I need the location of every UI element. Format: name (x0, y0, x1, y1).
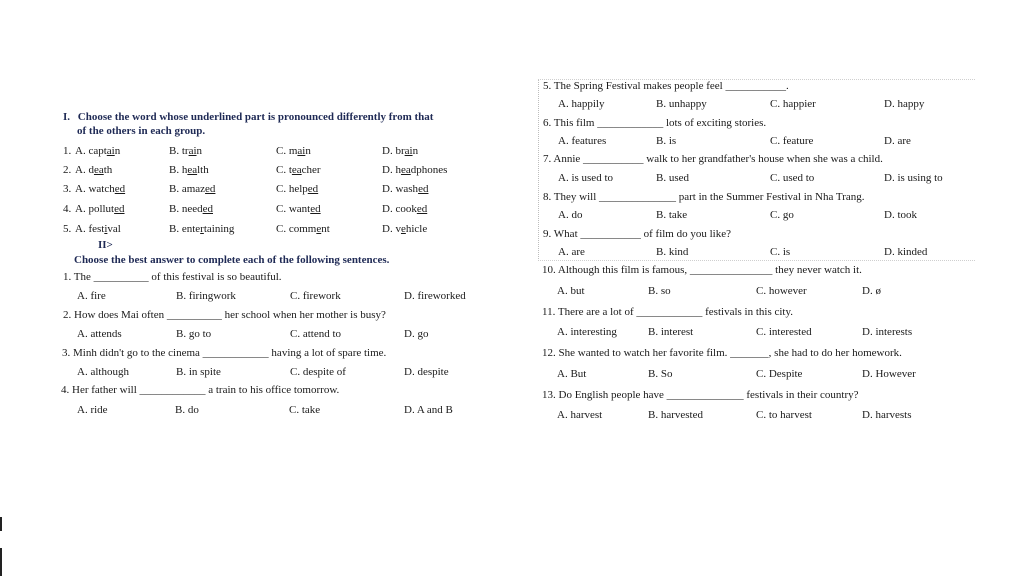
edge-mark-top (0, 517, 2, 531)
answer-option[interactable]: A. fire (77, 290, 106, 302)
answer-option[interactable]: B. go to (176, 328, 212, 340)
answer-option[interactable]: D. is using to (884, 172, 943, 184)
part1-option-d: D. headphones (382, 164, 448, 176)
answer-option[interactable]: C. go (770, 209, 794, 221)
answer-option[interactable]: C. to harvest (756, 409, 812, 421)
answer-option[interactable]: A. but (557, 285, 585, 297)
question-text: 6. This film ____________ lots of exciting stories. (543, 117, 767, 129)
question-text: 8. They will ______________ part in the Summer Festival in Nha Trang. (543, 191, 865, 203)
part1-option-a: A. festival (75, 223, 121, 235)
part1-row-number: 5. (63, 223, 72, 235)
part1-row-number: 2. (63, 164, 72, 176)
answer-option[interactable]: D. However (862, 368, 916, 380)
answer-option[interactable]: B. in spite (176, 366, 221, 378)
answer-option[interactable]: C. despite of (290, 366, 346, 378)
answer-option[interactable]: C. interested (756, 326, 812, 338)
answer-option[interactable]: C. used to (770, 172, 815, 184)
answer-option[interactable]: A. do (558, 209, 583, 221)
part1-option-c: C. helped (276, 183, 319, 195)
answer-option[interactable]: B. harvested (648, 409, 703, 421)
answer-option[interactable]: C. is (770, 246, 791, 258)
answer-option[interactable]: B. firingwork (176, 290, 236, 302)
answer-option[interactable]: D. happy (884, 98, 925, 110)
part1-numeral: I. (63, 111, 71, 123)
answer-option[interactable]: C. firework (290, 290, 341, 302)
answer-option[interactable]: B. unhappy (656, 98, 707, 110)
question-text: 5. The Spring Festival makes people feel ___________. (543, 80, 789, 92)
part2-instruction: Choose the best answer to complete each of the following sentences. (74, 254, 390, 266)
part1-option-c: C. comment (276, 223, 330, 235)
question-text: 11. There are a lot of ____________ festivals in this city. (542, 306, 794, 318)
answer-option[interactable]: B. kind (656, 246, 689, 258)
answer-option[interactable]: D. harvests (862, 409, 912, 421)
answer-option[interactable]: D. took (884, 209, 917, 221)
question-text: 7. Annie ___________ walk to her grandfather's house when she was a child. (543, 153, 883, 165)
part1-option-b: B. needed (169, 203, 213, 215)
part1-option-a: A. polluted (75, 203, 125, 215)
answer-option[interactable]: D. despite (404, 366, 449, 378)
question-text: 3. Minh didn't go to the cinema ____________ having a lot of spare time. (62, 347, 387, 359)
part1-option-a: A. death (75, 164, 113, 176)
part1-option-d: D. vehicle (382, 223, 428, 235)
part2-numeral: II> (98, 239, 113, 251)
answer-option[interactable]: A. interesting (557, 326, 617, 338)
part1-option-c: C. main (276, 145, 311, 157)
part1-row-number: 1. (63, 145, 72, 157)
answer-option[interactable]: B. used (656, 172, 689, 184)
answer-option[interactable]: C. Despite (756, 368, 803, 380)
question-text: 13. Do English people have ______________ festivals in their country? (542, 389, 859, 401)
part1-option-c: C. wanted (276, 203, 321, 215)
question-text: 2. How does Mai often __________ her school when her mother is busy? (63, 309, 386, 321)
answer-option[interactable]: C. feature (770, 135, 814, 147)
answer-option[interactable]: D. kinded (884, 246, 928, 258)
answer-option[interactable]: D. are (884, 135, 911, 147)
answer-option[interactable]: A. attends (77, 328, 122, 340)
answer-option[interactable]: A. although (77, 366, 129, 378)
answer-option[interactable]: C. happier (770, 98, 816, 110)
answer-option[interactable]: A. features (558, 135, 607, 147)
answer-option[interactable]: D. go (404, 328, 429, 340)
answer-option[interactable]: C. however (756, 285, 807, 297)
part1-title (63, 111, 433, 123)
question-text: 1. The __________ of this festival is so beautiful. (63, 271, 282, 283)
answer-option[interactable]: A. harvest (557, 409, 603, 421)
answer-option[interactable]: A. happily (558, 98, 605, 110)
question-text: 12. She wanted to watch her favorite film. _______, she had to do her homework. (542, 347, 902, 359)
answer-option[interactable]: B. do (175, 404, 199, 416)
part1-option-b: B. entertaining (169, 223, 235, 235)
answer-option[interactable]: D. A and B (404, 404, 453, 416)
answer-option[interactable]: B. so (648, 285, 671, 297)
part1-option-c: C. teacher (276, 164, 321, 176)
part1-option-b: B. amazed (169, 183, 216, 195)
answer-option[interactable]: C. take (289, 404, 321, 416)
edge-mark-bottom (0, 548, 2, 576)
answer-option[interactable]: A. is used to (558, 172, 613, 184)
part1-option-d: D. brain (382, 145, 419, 157)
answer-option[interactable]: C. attend to (290, 328, 342, 340)
question-text: 9. What ___________ of film do you like? (543, 228, 731, 240)
answer-option[interactable]: D. ø (862, 285, 881, 297)
part1-option-d: D. washed (382, 183, 429, 195)
answer-option[interactable]: B. is (656, 135, 677, 147)
answer-option[interactable]: D. interests (862, 326, 913, 338)
part1-instruction-line2: of the others in each group. (77, 125, 206, 137)
answer-option[interactable]: B. So (648, 368, 673, 380)
part1-option-a: A. watched (75, 183, 126, 195)
part1-row-number: 3. (63, 183, 72, 195)
part1-instruction-line1: Choose the word whose underlined part is pronounced differently from that (77, 111, 434, 123)
part1-row-number: 4. (63, 203, 72, 215)
answer-option[interactable]: A. are (558, 246, 585, 258)
answer-option[interactable]: D. fireworked (404, 290, 466, 302)
part1-option-b: B. train (169, 145, 203, 157)
part1-option-a: A. captain (75, 145, 121, 157)
answer-option[interactable]: B. take (656, 209, 688, 221)
question-text: 4. Her father will ____________ a train to his office tomorrow. (61, 384, 340, 396)
answer-option[interactable]: A. But (557, 368, 587, 380)
question-text: 10. Although this film is famous, _______________ they never watch it. (542, 264, 862, 276)
answer-option[interactable]: A. ride (77, 404, 108, 416)
part1-option-b: B. health (169, 164, 209, 176)
part1-option-d: D. cooked (382, 203, 428, 215)
answer-option[interactable]: B. interest (648, 326, 694, 338)
